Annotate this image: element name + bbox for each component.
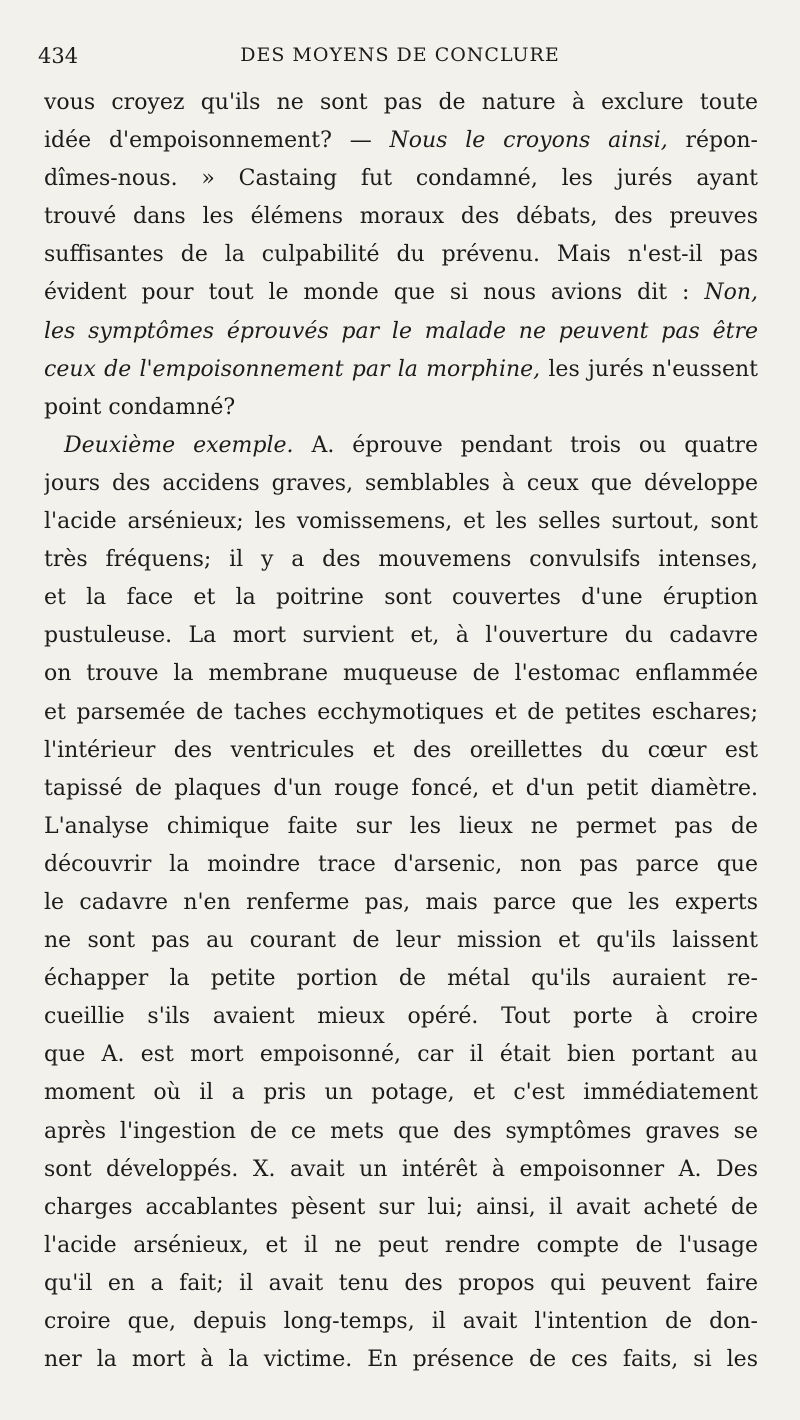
paragraph-start-line: Deuxième exemple. A. éprouve pendant trois ou quatre: [64, 432, 758, 458]
page-number: 434: [38, 44, 79, 68]
text-line: échapper la petite portion de métal qu'ils auraient re-: [44, 966, 758, 992]
text-line: et parsemée de taches ecchymotiques et de petites eschares;: [44, 699, 758, 725]
text-line: l'intérieur des ventricules et des oreillettes du cœur est: [44, 737, 758, 763]
text-line: vous croyez qu'ils ne sont pas de nature à exclure toute: [44, 90, 758, 115]
text-line: idée d'empoisonnement? — Nous le croyons ainsi, répon-: [44, 128, 758, 154]
text-line: on trouve la membrane muqueuse de l'estomac enflammée: [44, 661, 758, 687]
text-line: l'acide arsénieux, et il ne peut rendre compte de l'usage: [44, 1232, 758, 1258]
italic-phrase: Non,: [704, 280, 758, 306]
text-line: et la face et la poitrine sont couvertes d'une éruption: [44, 585, 758, 611]
text-line: charges accablantes pèsent sur lui; ainsi, il avait acheté de: [44, 1194, 758, 1220]
text-line: jours des accidens graves, semblables à ceux que développe: [44, 470, 758, 496]
text-line: trouvé dans les élémens moraux des débats, des preuves: [44, 204, 758, 230]
italic-phrase: ceux de l'empoisonnement par la morphine,: [44, 356, 541, 382]
text-line: dîmes-nous. » Castaing fut condamné, les jurés ayant: [44, 166, 758, 192]
body-text: [44, 84, 758, 1379]
text-line: que A. est mort empoisonné, car il était bien portant au: [44, 1042, 758, 1068]
text-line: moment où il a pris un potage, et c'est immédiatement: [44, 1080, 758, 1106]
italic-phrase: Nous le croyons ainsi,: [389, 128, 668, 154]
text-line: évident pour tout le monde que si nous avions dit : Non,: [44, 280, 758, 306]
text-line: point condamné?: [44, 394, 236, 420]
text-line: sont développés. X. avait un intérêt à empoisonner A. Des: [44, 1156, 758, 1182]
text-line: découvrir la moindre trace d'arsenic, non pas parce que: [44, 851, 758, 877]
text-line: L'analyse chimique faite sur les lieux ne permet pas de: [44, 813, 758, 839]
page-header: [0, 44, 800, 74]
text-line: très fréquens; il y a des mouvemens convulsifs intenses,: [44, 547, 758, 573]
text-line: qu'il en a fait; il avait tenu des propos qui peuvent faire: [44, 1270, 758, 1296]
text-line: ner la mort à la victime. En présence de ces faits, si les: [44, 1347, 758, 1373]
text-line: après l'ingestion de ce mets que des symptômes graves se: [44, 1118, 758, 1144]
text-line: [44, 313, 758, 351]
text-line: ceux de l'empoisonnement par la morphine, les jurés n'eussent: [44, 356, 758, 382]
text-line: le cadavre n'en renferme pas, mais parce que les experts: [44, 889, 758, 915]
italic-phrase: Deuxième exemple.: [64, 432, 294, 458]
text-line: l'acide arsénieux; les vomissemens, et les selles surtout, sont: [44, 509, 758, 535]
text-line: suffisantes de la culpabilité du prévenu. Mais n'est-il pas: [44, 242, 758, 268]
text-line: pustuleuse. La mort survient et, à l'ouverture du cadavre: [44, 623, 758, 649]
text-line: ne sont pas au courant de leur mission et qu'ils laissent: [44, 928, 758, 954]
text-line: croire que, depuis long-temps, il avait l'intention de don-: [44, 1309, 758, 1334]
text-line: tapissé de plaques d'un rouge foncé, et d'un petit diamètre.: [44, 775, 758, 801]
text-line: cueillie s'ils avaient mieux opéré. Tout porte à croire: [44, 1004, 758, 1030]
running-title: DES MOYENS DE CONCLURE: [240, 44, 560, 66]
italic-phrase: les symptômes éprouvés par le malade ne peuvent pas être: [44, 318, 758, 344]
